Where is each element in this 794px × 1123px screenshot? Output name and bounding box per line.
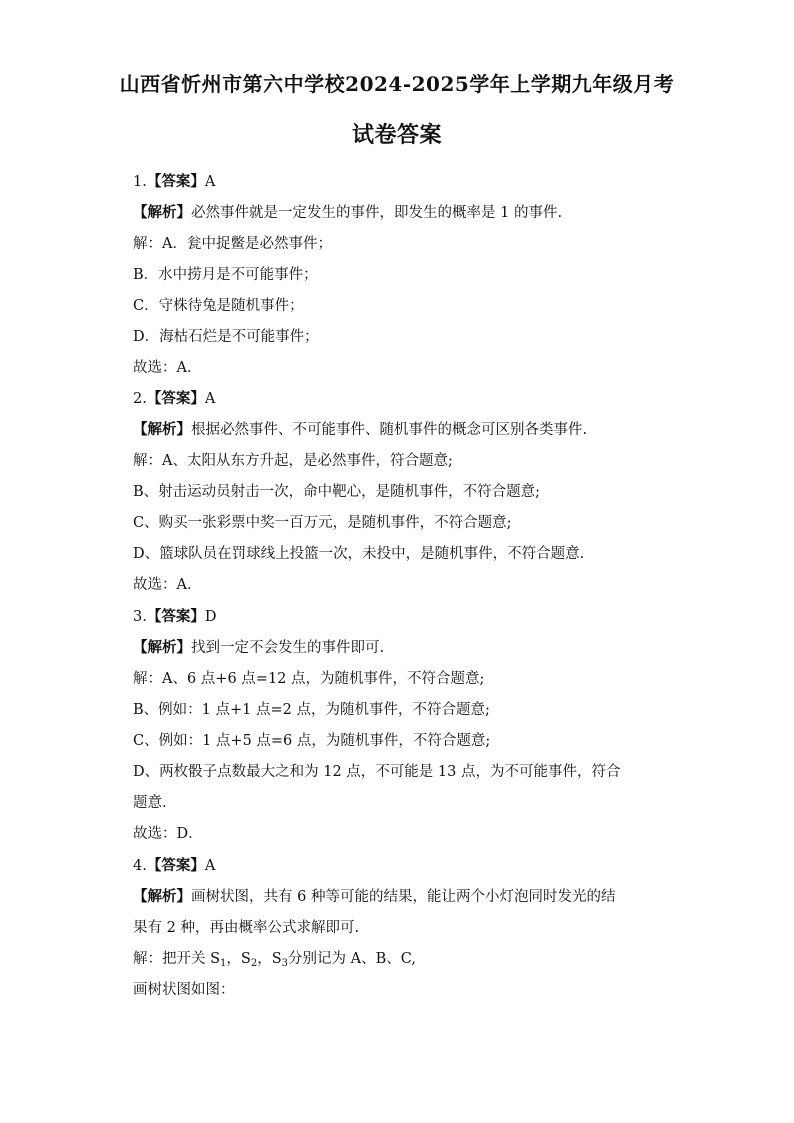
q4-answer-line — [133, 856, 673, 876]
q4-switch-sep2: ，S — [257, 951, 282, 967]
q1-number: 1. — [133, 174, 147, 190]
q2-number: 2. — [133, 391, 147, 407]
q3-line-3: C、例如：1 点+5 点=6 点，为随机事件，不符合题意; — [133, 733, 491, 749]
q4-line-3: 画树状图如图： — [133, 982, 235, 998]
q1-line-3: C．守株待兔是随机事件； — [133, 298, 304, 314]
q4-s1-subscript: 1 — [220, 958, 227, 969]
q3-line-1: 解：A、6 点+6 点=12 点，为随机事件，不符合题意; — [133, 671, 485, 687]
q1-line-2: B．水中捞月是不可能事件； — [133, 267, 318, 283]
q2-analysis: 根据必然事件、不可能事件、随机事件的概念可区别各类事件. — [191, 422, 588, 438]
q4-s2-subscript: 2 — [250, 958, 258, 969]
q4-analysis: 画树状图，共有 6 种等可能的结果，能让两个小灯泡同时发光的结 — [191, 889, 616, 905]
document-title: 山西省忻州市第六中学校2024-2025学年上学期九年级月考 — [119, 72, 675, 96]
q1-analysis-tag: 【解析】 — [133, 204, 191, 221]
q4-switch-prefix: 解：把开关 S — [133, 951, 221, 967]
q3-analysis-tag: 【解析】 — [133, 639, 191, 656]
document-subtitle: 试卷答案 — [351, 122, 442, 148]
q1-answer-tag: 【答案】 — [146, 173, 205, 190]
q2-analysis-line — [133, 420, 673, 440]
q2-line-5: 故选：A． — [133, 577, 202, 593]
q2-line-1: 解：A、太阳从东方升起，是必然事件，符合题意; — [133, 453, 453, 469]
q1-answer-line — [133, 172, 673, 192]
q1-analysis: 必然事件就是一定发生的事件，即发生的概率是 1 的事件. — [191, 205, 563, 221]
q3-analysis: 找到一定不会发生的事件即可. — [191, 640, 385, 656]
q4-answer: A — [204, 858, 216, 874]
q1-line-4: D．海枯石烂是不可能事件； — [133, 329, 319, 345]
q2-analysis-tag: 【解析】 — [133, 421, 191, 438]
q4-analysis-tag: 【解析】 — [133, 888, 191, 905]
q1-line-1: 解：A．瓮中捉鳖是必然事件； — [133, 236, 332, 252]
q3-line-6: 故选：D． — [133, 826, 203, 842]
q2-line-2: B、射击运动员射击一次，命中靶心，是随机事件，不符合题意; — [133, 484, 541, 500]
q3-line-5: 题意. — [133, 795, 167, 811]
q1-analysis-line — [133, 203, 673, 223]
q4-number: 4. — [133, 858, 147, 874]
q4-switch-line — [133, 949, 673, 974]
q3-answer-tag: 【答案】 — [146, 608, 205, 625]
q1-answer: A — [204, 174, 216, 190]
q1-line-5: 故选：A． — [133, 360, 202, 376]
q3-line-2: B、例如：1 点+1 点=2 点，为随机事件，不符合题意; — [133, 702, 490, 718]
q3-analysis-line — [133, 638, 673, 658]
q4-analysis-line — [133, 887, 673, 907]
q4-s3-subscript: 3 — [281, 958, 289, 969]
q3-line-4: D、两枚骰子点数最大之和为 12 点，不可能是 13 点，为不可能事件，符合 — [133, 764, 621, 780]
q2-line-4: D、篮球队员在罚球线上投篮一次，未投中，是随机事件，不符合题意. — [133, 546, 585, 562]
q4-switch-suffix: 分别记为 A、B、C, — [288, 951, 416, 967]
q4-line-1: 果有 2 种，再由概率公式求解即可. — [133, 920, 360, 936]
q4-answer-tag: 【答案】 — [146, 857, 205, 874]
q3-number: 3. — [133, 609, 147, 625]
q3-answer: D — [204, 609, 217, 625]
q2-answer-tag: 【答案】 — [146, 390, 205, 407]
q4-switch-sep1: ，S — [226, 951, 251, 967]
q2-answer: A — [204, 391, 216, 407]
q2-answer-line — [133, 389, 673, 409]
q2-line-3: C、购买一张彩票中奖一百万元，是随机事件，不符合题意; — [133, 515, 512, 531]
q3-answer-line — [133, 607, 673, 627]
